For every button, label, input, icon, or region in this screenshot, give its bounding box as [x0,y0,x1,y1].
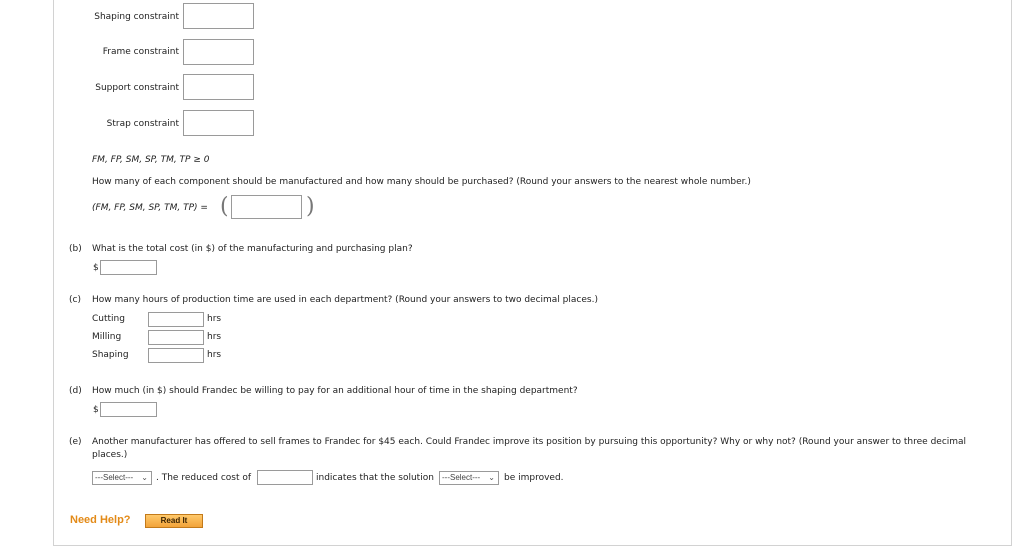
shaping-unit: hrs [207,350,222,360]
part-d-letter: (d) [69,386,82,396]
reduced-cost-input[interactable] [257,470,313,485]
part-e-letter: (e) [69,437,82,447]
shadow-price-input[interactable] [100,402,157,417]
part-e-text-2: indicates that the solution [316,473,434,483]
shaping-constraint-label: Shaping constraint [94,12,179,22]
part-e-question-line2: places.) [92,450,128,460]
improve-select-2[interactable] [439,471,499,485]
strap-constraint-input[interactable] [183,110,254,136]
tuple-input[interactable] [231,195,302,219]
need-help-label: Need Help? [70,514,131,526]
part-c-question: How many hours of production time are used in each department? (Round your answers to two decimal places.) [92,295,598,305]
part-e-text-3: be improved. [504,473,564,483]
part-b-letter: (b) [69,244,82,254]
part-e-text-1: . The reduced cost of [156,473,252,483]
strap-constraint-label: Strap constraint [106,119,179,129]
milling-label: Milling [92,332,122,342]
total-cost-input[interactable] [100,260,157,275]
select-2-value: ---Select--- [442,473,481,482]
part-e-question-line1: Another manufacturer has offered to sell frames to Frandec for $45 each. Could Frandec improve its position by pursuing this opportunity? Why or why not? (Round your answer to three decimal [92,437,967,447]
support-constraint-input[interactable] [183,74,254,100]
part-c-letter: (c) [69,295,81,305]
part-b-question: What is the total cost (in $) of the manufacturing and purchasing plan? [92,244,413,254]
left-paren: ( [220,194,229,219]
milling-hours-input[interactable] [148,330,204,345]
cutting-label: Cutting [92,314,125,324]
cutting-unit: hrs [207,314,222,324]
chevron-down-icon: ⌄ [488,473,495,482]
shaping-label: Shaping [92,350,129,360]
part-d-dollar: $ [93,405,99,415]
part-b-dollar: $ [93,263,99,273]
frame-constraint-label: Frame constraint [102,47,179,57]
frame-constraint-input[interactable] [183,39,254,65]
read-it-button[interactable]: Read It [145,514,203,528]
part-d-question: How much (in $) should Frandec be willing to pay for an additional hour of time in the shaping department? [92,386,578,396]
nonnegativity-constraint: FM, FP, SM, SP, TM, TP ≥ 0 [92,155,210,165]
chevron-down-icon: ⌄ [141,473,148,482]
tuple-label: (FM, FP, SM, SP, TM, TP) = [92,203,208,213]
cutting-hours-input[interactable] [148,312,204,327]
shaping-hours-input[interactable] [148,348,204,363]
support-constraint-label: Support constraint [95,83,179,93]
milling-unit: hrs [207,332,222,342]
right-paren: ) [306,194,315,219]
select-1-value: ---Select--- [95,473,134,482]
manufacture-question: How many of each component should be manufactured and how many should be purchased? (Round your answers to the nearest whole number.) [92,177,751,187]
shaping-constraint-input[interactable] [183,3,254,29]
improve-select-1[interactable] [92,471,152,485]
